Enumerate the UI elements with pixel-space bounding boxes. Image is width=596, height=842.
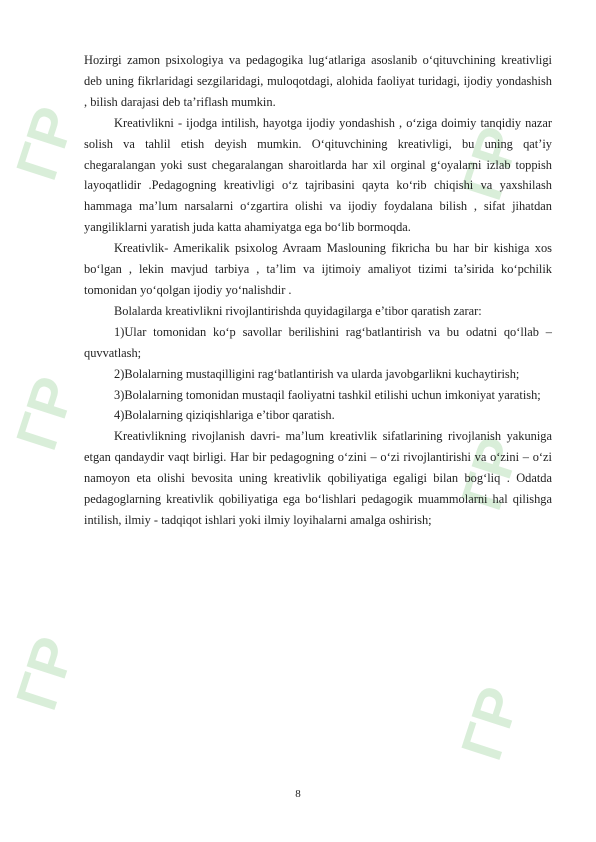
watermark-logo: ГР bbox=[3, 99, 88, 188]
paragraph-intro: Hozirgi zamon psixologiya va pedagogika lug‘atlariga asoslanib o‘qituvchining kreativligi deb uning fikrlaridagi sezgilaridagi, muloqotdagi, alohida faoliyat turidagi, ijodiy yondashish , bilish darajasi deb ta’riflash mumkin. bbox=[84, 53, 552, 109]
list-item-3: 3)Bolalarning tomonidan mustaqil faoliyatni tashkil etilishi uchun imkoniyat yaratish; bbox=[114, 387, 541, 402]
list-item-4: 4)Bolalarning qiziqishlariga e’tibor qaratish. bbox=[114, 408, 335, 423]
paragraph-creativity-definition: Kreativlikni - ijodga intilish, hayotga ijodiy yondashish , o‘ziga doimiy tanqidiy nazar solish va tahlil etish deyish mumkin. O‘qituvchining kreativligi, bu uning qat’iy chegaralangan yoki sust chegaralangan sharoitlarda har xil orginal g‘oyalarni izlab toppish layoqatlidir .Pedagogning kreativligi o‘z tajribasini qayta ko‘rib chiqishi va yaxshilash hammaga ma’lum narsalarni o‘zgartira olishi va ijodiy foydalana bilish , sifat jihatdan yangiliklarni yaratish juda katta ahamiyatga ega bo‘lib bormoqda. bbox=[84, 115, 552, 235]
paragraph-maslow: Kreativlik- Amerikalik psixolog Avraam Maslouning fikricha bu har bir kishiga xos bo‘lgan , lekin mavjud tarbiya , ta’lim va ijtimoiy amaliyot tizimi ta’sirida ko‘pchilik tomonidan yo‘qolgan ijodiy yo‘nalishdir . bbox=[84, 241, 552, 297]
watermark-logo: ГР bbox=[448, 429, 533, 518]
document-page bbox=[84, 50, 552, 531]
list-item-2: 2)Bolalarning mustaqilligini rag‘batlantirish va ularda javobgarlikni kuchaytirish; bbox=[114, 366, 520, 381]
watermark-logo: ГР bbox=[3, 369, 88, 458]
paragraph-development-period: Kreativlikning rivojlanish davri- ma’lum kreativlik sifatlarining rivojlanish yakuniga etgan qandaydir vaqt birligi. Har bir pedagogning o‘zini – o‘zi rivojlantirishi va o‘zini – o‘zi namoyon eta olishi bevosita uning kreativlik qobiliyatiga egaligi bilan bog‘liq . Odatda pedagoglarning kreativlik qobiliyatiga ega bo‘lishlari pedagogik muammolarni hal qilishga intilish, ilmiy - tadqiqot ishlari yoki ilmiy loyihalarni amalga oshirish; bbox=[84, 429, 552, 527]
list-item-1: 1)Ular tomonidan ko‘p savollar berilishini rag‘batlantirish va bu odatni qo‘llab – quvvatlash; bbox=[84, 324, 552, 360]
watermark-logo: ГР bbox=[3, 629, 88, 718]
paragraph-children-heading: Bolalarda kreativlikni rivojlantirishda quyidagilarga e’tibor qaratish zarar: bbox=[114, 303, 482, 318]
page-number: 8 bbox=[295, 788, 301, 800]
watermark-logo: ГР bbox=[448, 679, 533, 768]
watermark-logo: ГР bbox=[448, 119, 533, 208]
